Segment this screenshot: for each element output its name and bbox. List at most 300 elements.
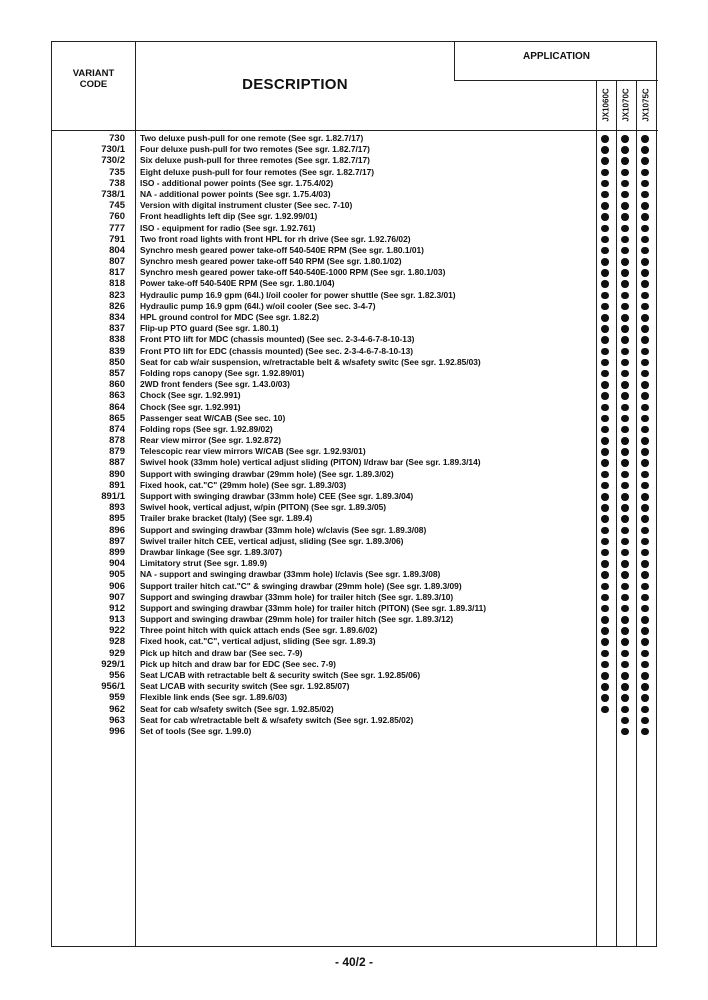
application-dot-jx1060c <box>601 437 609 445</box>
variant-code: 895 <box>109 513 125 525</box>
variant-description: Seat for cab w/air suspension, w/retractable belt & w/safety switc (See sgr. 1.92.85/03) <box>140 356 481 367</box>
table-row <box>52 659 658 670</box>
table-row <box>52 290 658 301</box>
application-dot-jx1075c <box>641 583 649 591</box>
application-dot-jx1070c <box>621 616 629 624</box>
application-dot-jx1060c <box>601 594 609 602</box>
application-dot-jx1075c <box>641 236 649 244</box>
application-dot-jx1070c <box>621 627 629 635</box>
variant-description: Trailer brake bracket (Italy) (See sgr. 1.89.4) <box>140 513 313 524</box>
variant-description: Seat for cab w/safety switch (See sgr. 1.92.85/02) <box>140 703 334 714</box>
application-dot-jx1075c <box>641 135 649 143</box>
variant-code: 962 <box>109 703 125 715</box>
variant-description: Support and swinging drawbar (29mm hole) for trailer hitch (See sgr. 1.89.3/12) <box>140 614 454 625</box>
application-dot-jx1070c <box>621 258 629 266</box>
application-dot-jx1070c <box>621 728 629 736</box>
application-dot-jx1060c <box>601 325 609 333</box>
variant-code: 929/1 <box>101 658 125 670</box>
application-dot-jx1075c <box>641 527 649 535</box>
variant-code: 897 <box>109 535 125 547</box>
application-dot-jx1070c <box>621 303 629 311</box>
variant-code: 905 <box>109 569 125 581</box>
application-dot-jx1075c <box>641 594 649 602</box>
variant-code: 818 <box>109 278 125 290</box>
application-dot-jx1060c <box>601 169 609 177</box>
table-row <box>52 480 658 491</box>
application-dot-jx1060c <box>601 336 609 344</box>
application-dot-jx1070c <box>621 292 629 300</box>
variant-code: 956 <box>109 670 125 681</box>
application-dot-jx1060c <box>601 191 609 199</box>
table-row <box>52 491 658 502</box>
application-dot-jx1060c <box>601 627 609 635</box>
application-dot-jx1060c <box>601 415 609 423</box>
variant-description: Seat for cab w/retractable belt & w/safety switch (See sgr. 1.92.85/02) <box>140 714 414 725</box>
variant-code: 823 <box>109 289 125 301</box>
table-row <box>52 469 658 480</box>
variant-code: 890 <box>109 468 125 480</box>
application-dot-jx1070c <box>621 225 629 233</box>
application-dot-jx1070c <box>621 638 629 646</box>
application-dot-jx1070c <box>621 325 629 333</box>
application-dot-jx1075c <box>641 683 649 691</box>
application-dot-jx1060c <box>601 605 609 613</box>
variant-code: 956/1 <box>101 681 125 693</box>
table-row <box>52 726 658 737</box>
table-row <box>52 614 658 625</box>
variant-code: 896 <box>109 524 125 536</box>
application-dot-jx1060c <box>601 683 609 691</box>
table-row <box>52 200 658 211</box>
table-row <box>52 670 658 681</box>
application-dot-jx1075c <box>641 717 649 725</box>
variant-code: 817 <box>109 267 125 279</box>
application-dot-jx1060c <box>601 515 609 523</box>
table-row <box>52 603 658 614</box>
application-dot-jx1060c <box>601 404 609 412</box>
variant-code: 929 <box>109 647 125 659</box>
table-row <box>52 424 658 435</box>
variant-code: 791 <box>109 233 125 245</box>
table-row <box>52 357 658 368</box>
application-dot-jx1060c <box>601 370 609 378</box>
table-row <box>52 402 658 413</box>
application-dot-jx1075c <box>641 225 649 233</box>
application-dot-jx1075c <box>641 292 649 300</box>
application-dot-jx1060c <box>601 538 609 546</box>
application-dot-jx1060c <box>601 269 609 277</box>
variant-code: 904 <box>109 558 125 570</box>
application-dot-jx1075c <box>641 258 649 266</box>
variant-code: 804 <box>109 244 125 256</box>
variant-code: 745 <box>109 200 125 212</box>
table-row <box>52 581 658 592</box>
table-row <box>52 178 658 189</box>
table-row <box>52 312 658 323</box>
application-dot-jx1075c <box>641 549 649 557</box>
application-dot-jx1070c <box>621 672 629 680</box>
application-dot-jx1075c <box>641 336 649 344</box>
variant-description: Chock (See sgr. 1.92.991) <box>140 390 241 401</box>
application-dot-jx1070c <box>621 135 629 143</box>
variant-code: 864 <box>109 401 125 413</box>
variant-code: 874 <box>109 423 125 435</box>
application-header: APPLICATION <box>522 51 591 62</box>
variant-description: Swivel trailer hitch CEE, vertical adjust, sliding (See sgr. 1.89.3/06) <box>140 535 404 546</box>
application-dot-jx1060c <box>601 157 609 165</box>
table-row <box>52 513 658 524</box>
application-dot-jx1070c <box>621 605 629 613</box>
application-dot-jx1075c <box>641 381 649 389</box>
variant-description: Support and swinging drawbar (33mm hole) for trailer hitch (See sgr. 1.89.3/10) <box>140 591 454 602</box>
application-dot-jx1070c <box>621 571 629 579</box>
application-dot-jx1075c <box>641 471 649 479</box>
table-row <box>52 267 658 278</box>
variant-code: 899 <box>109 546 125 558</box>
table-row <box>52 133 658 144</box>
variant-code: 912 <box>109 602 125 614</box>
application-dot-jx1060c <box>601 381 609 389</box>
application-dot-jx1075c <box>641 437 649 445</box>
application-dot-jx1070c <box>621 359 629 367</box>
variant-code: 893 <box>109 502 125 514</box>
table-row <box>52 558 658 569</box>
application-dot-jx1070c <box>621 426 629 434</box>
application-dot-jx1060c <box>601 527 609 535</box>
table-row <box>52 155 658 166</box>
application-dot-jx1070c <box>621 180 629 188</box>
table-row <box>52 648 658 659</box>
application-dot-jx1070c <box>621 482 629 490</box>
application-dot-jx1075c <box>641 627 649 635</box>
application-dot-jx1075c <box>641 515 649 523</box>
application-dot-jx1070c <box>621 717 629 725</box>
application-dot-jx1075c <box>641 661 649 669</box>
table-row <box>52 547 658 558</box>
application-dot-jx1075c <box>641 504 649 512</box>
application-dot-jx1060c <box>601 661 609 669</box>
variant-description: Hydraulic pump 16.9 gpm (64l.) w/oil cooler (See sec. 3-4-7) <box>140 300 376 311</box>
application-dot-jx1070c <box>621 459 629 467</box>
application-dot-jx1075c <box>641 180 649 188</box>
table-row <box>52 625 658 636</box>
variant-description: Eight deluxe push-pull for four remotes (See sgr. 1.82.7/17) <box>140 166 375 177</box>
variant-code: 837 <box>109 323 125 335</box>
model-header-jx1060c <box>597 80 615 130</box>
model-header-jx1070c <box>617 80 635 130</box>
variant-code: 838 <box>109 334 125 346</box>
variant-description: Hydraulic pump 16.9 gpm (64l.) l/oil cooler for power shuttle (See sgr. 1.82.3/01) <box>140 289 456 300</box>
application-dot-jx1075c <box>641 280 649 288</box>
application-dot-jx1070c <box>621 392 629 400</box>
application-dot-jx1075c <box>641 638 649 646</box>
variant-description: Front headlights left dip (See sgr. 1.92.99/01) <box>140 211 318 222</box>
application-dot-jx1060c <box>601 314 609 322</box>
table-row <box>52 446 658 457</box>
table-row <box>52 144 658 155</box>
application-dot-jx1075c <box>641 560 649 568</box>
variant-description: Rear view mirror (See sgr. 1.92.872) <box>140 435 282 446</box>
variant-description: Drawbar linkage (See sgr. 1.89.3/07) <box>140 546 282 557</box>
variant-description: Fixed hook, cat."C" (29mm hole) (See sgr. 1.89.3/03) <box>140 479 347 490</box>
variant-description: Six deluxe push-pull for three remotes (See sgr. 1.82.7/17) <box>140 155 370 166</box>
application-dot-jx1070c <box>621 661 629 669</box>
application-dot-jx1075c <box>641 493 649 501</box>
table-row <box>52 323 658 334</box>
application-dot-jx1070c <box>621 448 629 456</box>
variant-code: 730 <box>109 133 125 144</box>
variant-description: Support and swinging drawbar (33mm hole) for trailer hitch (PITON) (See sgr. 1.89.3/11) <box>140 602 487 613</box>
table-row <box>52 435 658 446</box>
variant-description: Pick up hitch and draw bar for EDC (See sec. 7-9) <box>140 658 336 669</box>
application-dot-jx1070c <box>621 146 629 154</box>
variant-code: 777 <box>109 222 125 234</box>
variant-description: ISO - equipment for radio (See sgr. 1.92.761) <box>140 222 316 233</box>
variant-description: Flexible link ends (See sgr. 1.89.6/03) <box>140 692 288 703</box>
application-dot-jx1075c <box>641 392 649 400</box>
application-dot-jx1070c <box>621 381 629 389</box>
variant-code: 834 <box>109 312 125 323</box>
variant-description: Limitatory strut (See sgr. 1.89.9) <box>140 558 268 569</box>
application-dot-jx1075c <box>641 728 649 736</box>
variant-code: 906 <box>109 580 125 592</box>
application-dot-jx1075c <box>641 359 649 367</box>
application-dot-jx1075c <box>641 426 649 434</box>
table-row <box>52 211 658 222</box>
table-row <box>52 704 658 715</box>
table-row <box>52 681 658 692</box>
page-number: - 40/2 - <box>334 955 373 969</box>
table-row <box>52 715 658 726</box>
application-dot-jx1060c <box>601 616 609 624</box>
variant-description: Power take-off 540-540E RPM (See sgr. 1.80.1/04) <box>140 278 335 289</box>
table-row <box>52 301 658 312</box>
model-label: JX1075C <box>641 88 651 122</box>
variant-code: 891 <box>109 479 125 491</box>
table-row <box>52 189 658 200</box>
application-dot-jx1075c <box>641 448 649 456</box>
description-header: DESCRIPTION <box>242 76 348 93</box>
variant-code-header <box>52 68 135 90</box>
application-dot-jx1060c <box>601 672 609 680</box>
application-dot-jx1060c <box>601 146 609 154</box>
application-dot-jx1060c <box>601 638 609 646</box>
application-dot-jx1060c <box>601 459 609 467</box>
application-dot-jx1075c <box>641 247 649 255</box>
variant-description: Front PTO lift for EDC (chassis mounted) (See sec. 2-3-4-6-7-8-10-13) <box>140 345 414 356</box>
variant-description: Swivel hook, vertical adjust, w/pin (PITON) (See sgr. 1.89.3/05) <box>140 502 387 513</box>
model-header-jx1075c <box>637 80 655 130</box>
application-dot-jx1060c <box>601 392 609 400</box>
variant-code: 879 <box>109 446 125 458</box>
application-dot-jx1075c <box>641 348 649 356</box>
variant-description: Four deluxe push-pull for two remotes (See sgr. 1.82.7/17) <box>140 144 370 155</box>
application-dot-jx1075c <box>641 650 649 658</box>
variant-code: 738/1 <box>101 188 125 200</box>
application-dot-jx1060c <box>601 448 609 456</box>
variant-description: Synchro mesh geared power take-off 540-540E-1000 RPM (See sgr. 1.80.1/03) <box>140 267 446 278</box>
application-dot-jx1070c <box>621 191 629 199</box>
variant-description: Two front road lights with front HPL for rh drive (See sgr. 1.92.76/02) <box>140 233 411 244</box>
application-dot-jx1060c <box>601 560 609 568</box>
application-dot-jx1070c <box>621 471 629 479</box>
variant-description: Synchro mesh geared power take-off 540-540E RPM (See sgr. 1.80.1/01) <box>140 244 424 255</box>
variant-description: NA - support and swinging drawbar (33mm hole) l/clavis (See sgr. 1.89.3/08) <box>140 569 441 580</box>
application-dot-jx1060c <box>601 426 609 434</box>
application-dot-jx1075c <box>641 314 649 322</box>
application-dot-jx1070c <box>621 269 629 277</box>
application-dot-jx1075c <box>641 616 649 624</box>
application-dot-jx1060c <box>601 180 609 188</box>
table-row <box>52 390 658 401</box>
application-dot-jx1070c <box>621 213 629 221</box>
application-dot-jx1070c <box>621 683 629 691</box>
application-dot-jx1060c <box>601 348 609 356</box>
variant-code: 928 <box>109 636 125 648</box>
application-dot-jx1060c <box>601 135 609 143</box>
application-dot-jx1070c <box>621 493 629 501</box>
application-dot-jx1070c <box>621 236 629 244</box>
application-dot-jx1075c <box>641 694 649 702</box>
application-dot-jx1060c <box>601 359 609 367</box>
variant-description: Folding rops (See sgr. 1.92.89/02) <box>140 423 273 434</box>
variant-description: Front PTO lift for MDC (chassis mounted) (See sec. 2-3-4-6-7-8-10-13) <box>140 334 415 345</box>
table-row <box>52 334 658 345</box>
variant-code: 857 <box>109 367 125 379</box>
application-dot-jx1060c <box>601 650 609 658</box>
variant-code-header-text: VARIANT CODE <box>72 68 115 90</box>
application-dot-jx1070c <box>621 527 629 535</box>
table-row <box>52 346 658 357</box>
variant-description: Swivel hook (33mm hole) vertical adjust sliding (PITON) l/draw bar (See sgr. 1.89.3/14) <box>140 457 481 468</box>
application-dot-jx1060c <box>601 303 609 311</box>
variant-code: 730/2 <box>101 155 125 167</box>
table-row <box>52 525 658 536</box>
application-dot-jx1060c <box>601 236 609 244</box>
application-dot-jx1075c <box>641 571 649 579</box>
application-dot-jx1070c <box>621 549 629 557</box>
application-dot-jx1060c <box>601 292 609 300</box>
variant-description: Synchro mesh geared power take-off 540 RPM (See sgr. 1.80.1/02) <box>140 256 402 267</box>
application-dot-jx1070c <box>621 415 629 423</box>
variant-description: HPL ground control for MDC (See sgr. 1.82.2) <box>140 312 320 322</box>
application-dot-jx1070c <box>621 404 629 412</box>
table-row <box>52 636 658 647</box>
application-dot-jx1075c <box>641 370 649 378</box>
application-dot-jx1075c <box>641 482 649 490</box>
table-row <box>52 278 658 289</box>
variant-description: Support and swinging drawbar (33mm hole) w/clavis (See sgr. 1.89.3/08) <box>140 524 427 535</box>
variant-code: 826 <box>109 300 125 312</box>
application-dot-jx1060c <box>601 213 609 221</box>
application-dot-jx1060c <box>601 280 609 288</box>
application-dot-jx1070c <box>621 594 629 602</box>
model-label: JX1070C <box>621 88 631 122</box>
variant-description: Support trailer hitch cat."C" & swinging drawbar (29mm hole) (See sgr. 1.89.3/09) <box>140 580 462 591</box>
variant-description: Flip-up PTO guard (See sgr. 1.80.1) <box>140 323 279 334</box>
application-dot-jx1070c <box>621 202 629 210</box>
application-dot-jx1070c <box>621 583 629 591</box>
application-dot-jx1060c <box>601 706 609 714</box>
variant-description: Three point hitch with quick attach ends (See sgr. 1.89.6/02) <box>140 625 378 636</box>
application-dot-jx1075c <box>641 605 649 613</box>
variant-description: Fixed hook, cat."C", vertical adjust, sliding (See sgr. 1.89.3) <box>140 636 376 647</box>
application-dot-jx1075c <box>641 269 649 277</box>
table-row <box>52 223 658 234</box>
variant-description: Pick up hitch and draw bar (See sec. 7-9) <box>140 647 303 658</box>
application-dot-jx1070c <box>621 694 629 702</box>
model-label: JX1060C <box>601 88 611 122</box>
variant-description: Folding rops canopy (See sgr. 1.92.89/01) <box>140 367 305 378</box>
variant-code: 922 <box>109 625 125 637</box>
application-dot-jx1070c <box>621 515 629 523</box>
table-row <box>52 256 658 267</box>
variant-code: 738 <box>109 177 125 189</box>
variant-code: 863 <box>109 390 125 402</box>
application-dot-jx1060c <box>601 225 609 233</box>
application-dot-jx1070c <box>621 247 629 255</box>
application-dot-jx1075c <box>641 157 649 165</box>
table-body <box>52 130 658 737</box>
application-dot-jx1075c <box>641 146 649 154</box>
application-dot-jx1060c <box>601 471 609 479</box>
variant-description: 2WD front fenders (See sgr. 1.43.0/03) <box>140 379 290 390</box>
variant-description: Support with swinging drawbar (29mm hole) (See sgr. 1.89.3/02) <box>140 468 394 479</box>
application-dot-jx1070c <box>621 157 629 165</box>
application-dot-jx1075c <box>641 191 649 199</box>
application-dot-jx1075c <box>641 202 649 210</box>
application-dot-jx1075c <box>641 459 649 467</box>
application-dot-jx1075c <box>641 303 649 311</box>
table-row <box>52 368 658 379</box>
application-dot-jx1070c <box>621 538 629 546</box>
variant-description: Support with swinging drawbar (33mm hole) CEE (See sgr. 1.89.3/04) <box>140 491 414 501</box>
application-dot-jx1075c <box>641 404 649 412</box>
variant-code: 996 <box>109 725 125 737</box>
application-dot-jx1070c <box>621 169 629 177</box>
variant-description: Set of tools (See sgr. 1.99.0) <box>140 725 252 736</box>
application-dot-jx1060c <box>601 549 609 557</box>
application-dot-jx1060c <box>601 202 609 210</box>
variant-description: Telescopic rear view mirrors W/CAB (See sgr. 1.92.93/01) <box>140 446 366 457</box>
variant-description: Seat L/CAB with security switch (See sgr. 1.92.85/07) <box>140 681 350 692</box>
table-row <box>52 234 658 245</box>
application-dot-jx1070c <box>621 504 629 512</box>
application-dot-jx1075c <box>641 169 649 177</box>
application-dot-jx1060c <box>601 694 609 702</box>
application-dot-jx1070c <box>621 560 629 568</box>
variant-code: 959 <box>109 692 125 704</box>
application-dot-jx1075c <box>641 538 649 546</box>
application-dot-jx1060c <box>601 493 609 501</box>
variant-code: 860 <box>109 379 125 391</box>
application-dot-jx1070c <box>621 650 629 658</box>
application-dot-jx1075c <box>641 672 649 680</box>
variant-code: 850 <box>109 356 125 368</box>
table-row <box>52 413 658 424</box>
variant-description: Two deluxe push-pull for one remote (See sgr. 1.82.7/17) <box>140 133 364 143</box>
variant-code: 963 <box>109 714 125 726</box>
application-dot-jx1060c <box>601 247 609 255</box>
application-dot-jx1070c <box>621 370 629 378</box>
variant-code: 730/1 <box>101 144 125 156</box>
table-row <box>52 457 658 468</box>
variant-code: 891/1 <box>101 491 125 502</box>
application-dot-jx1060c <box>601 583 609 591</box>
variant-table <box>51 41 657 947</box>
application-dot-jx1070c <box>621 348 629 356</box>
variant-code: 865 <box>109 412 125 424</box>
